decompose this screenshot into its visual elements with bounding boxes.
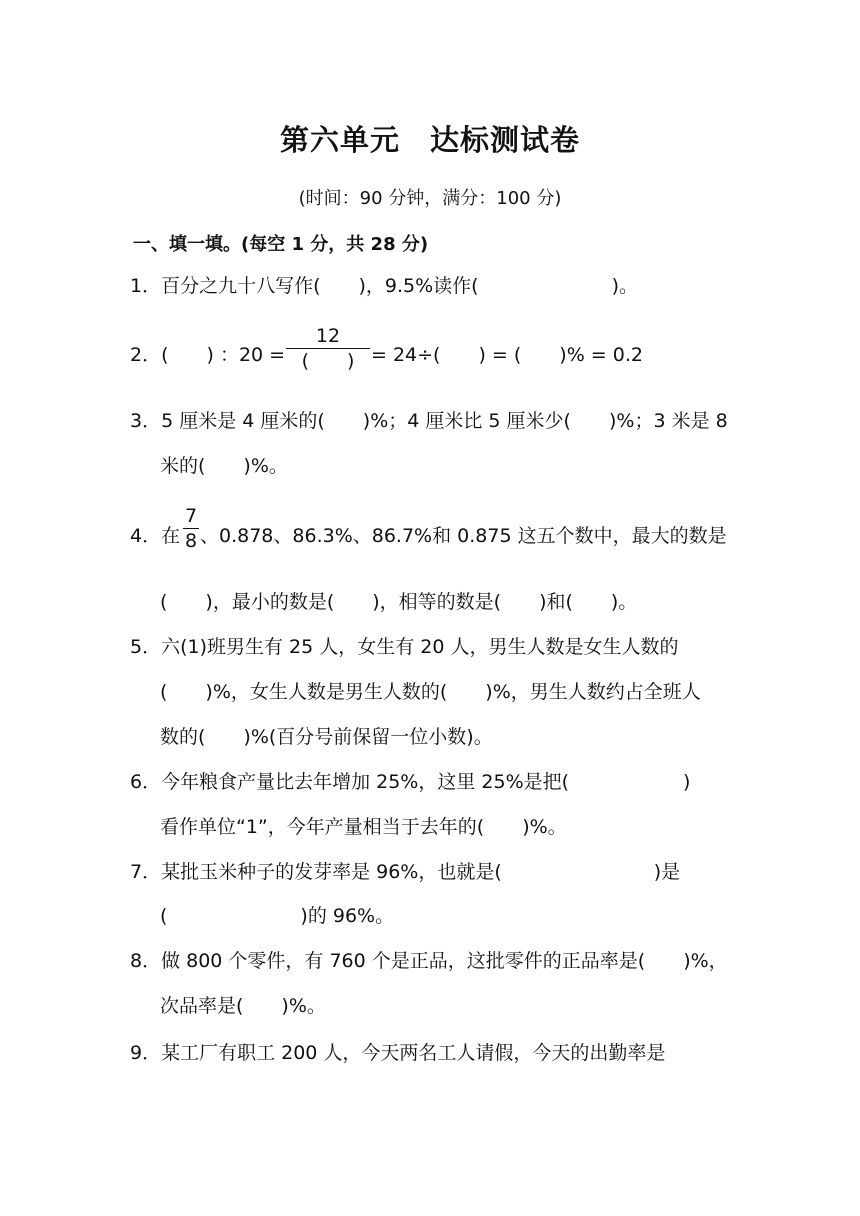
section-heading: 一、填一填。(每空 1 分，共 28 分) [133,234,429,255]
fraction-numerator: 7 [184,505,198,527]
question-4-line-2: ( )，最小的数是( )，相等的数是( )和( )。 [160,591,638,613]
question-7-line-2: ( )的 96%。 [160,905,395,927]
question-7-line-1: 7．某批玉米种子的发芽率是 96%，也就是( )是 [130,861,681,883]
question-5-line-2: ( )%，女生人数是男生人数的( )%，男生人数约占全班人 [160,681,701,703]
question-2-right: = 24÷( ) = ( )% = 0.2 [371,344,643,366]
question-8-line-1: 8．做 800 个零件，有 760 个是正品，这批零件的正品率是( )%， [130,950,728,972]
question-1: 1．百分之九十八写作( )，9.5%读作( )。 [130,275,639,297]
question-2-fraction [286,324,370,373]
question-5-line-3: 数的( )%(百分号前保留一位小数)。 [160,726,493,748]
fraction-numerator: 12 [315,325,341,347]
question-4-rest: 、0.878、86.3%、86.7%和 0.875 这五个数中，最大的数是 [200,525,727,547]
question-6-line-2: 看作单位“1”，今年产量相当于去年的( )%。 [160,816,567,838]
question-9-line-1: 9．某工厂有职工 200 人，今天两名工人请假，今天的出勤率是 [130,1042,666,1064]
question-6-line-1: 6．今年粮食产量比去年增加 25%，这里 25%是把( ) [130,771,691,793]
exam-subtitle: (时间：90 分钟，满分：100 分) [298,188,562,209]
question-3-line-1: 3．5 厘米是 4 厘米的( )%；4 厘米比 5 厘米少( )%；3 米是 8 [130,410,728,432]
question-5-line-1: 5．六(1)班男生有 25 人，女生有 20 人，男生人数是女生人数的 [130,636,679,658]
question-8-line-2: 次品率是( )%。 [160,995,326,1017]
question-4-prefix: 4．在 [130,525,181,547]
question-2-left: 2．( ) ：20 = [130,344,286,366]
question-4-fraction [183,504,199,553]
fraction-denominator: 8 [184,530,198,552]
fraction-denominator: ( ) [301,350,355,372]
question-3-line-2: 米的( )%。 [160,455,288,477]
page-title: 第六单元 达标测试卷 [279,123,580,157]
